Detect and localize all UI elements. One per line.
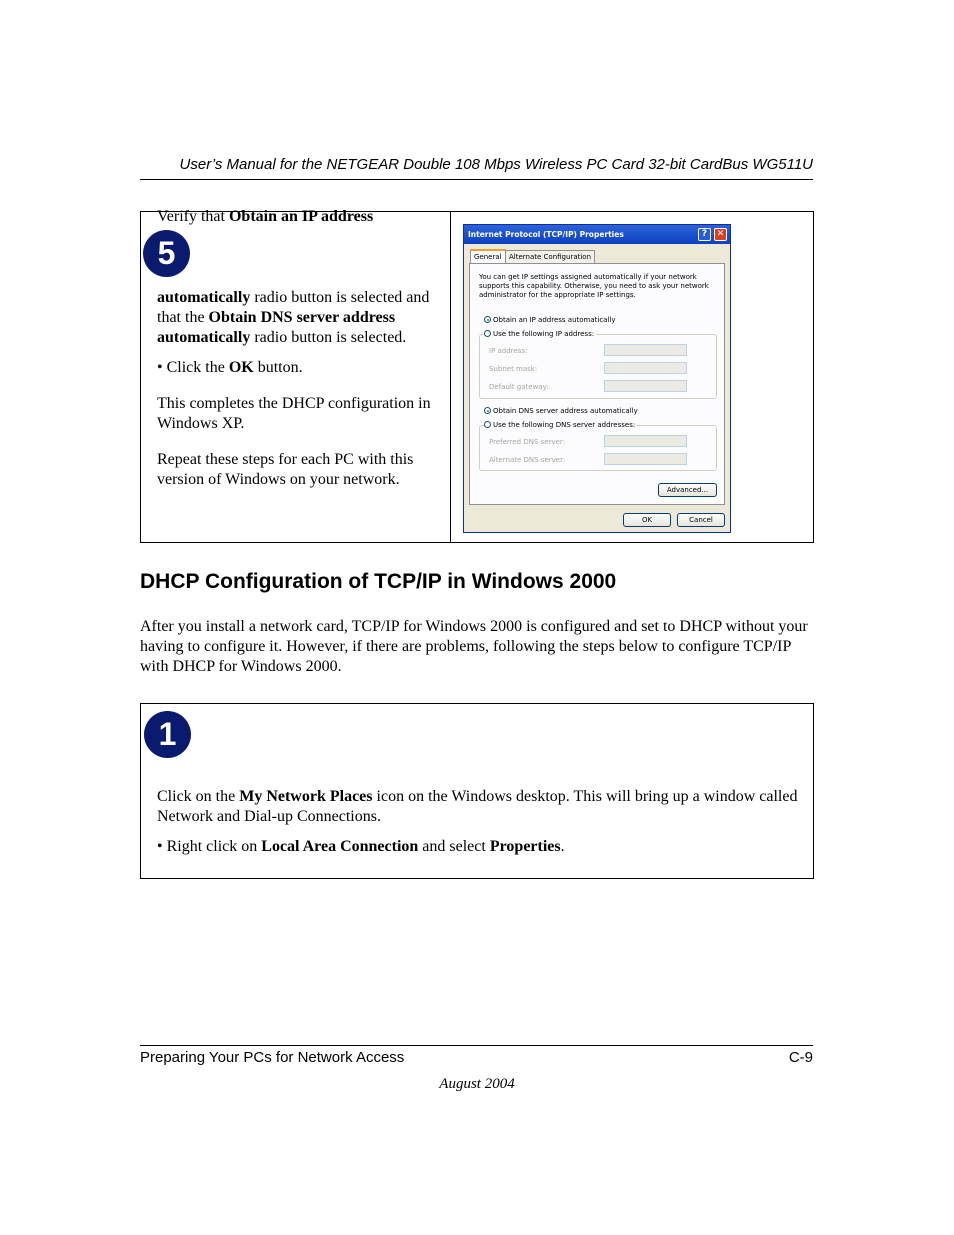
subnet-mask-label: Subnet mask: — [489, 365, 538, 373]
step-1-box — [140, 703, 814, 879]
tab-alternate-configuration[interactable]: Alternate Configuration — [505, 250, 595, 263]
obtain-dns-radio[interactable]: Obtain DNS server address automatically — [484, 407, 638, 416]
preferred-dns-label: Preferred DNS server: — [489, 438, 566, 446]
step-5-verify-line: Verify that Obtain an IP address — [157, 208, 374, 225]
step-5-completion-text: This completes the DHCP configuration in Windows XP. — [157, 395, 431, 432]
cancel-button[interactable]: Cancel — [677, 513, 725, 527]
alternate-dns-field[interactable] — [604, 453, 687, 465]
tcpip-properties-dialog — [463, 224, 731, 533]
step-5-instruction: automatically radio button is selected and that the Obtain DNS server address automatically radio button is selected. — [157, 289, 430, 346]
advanced-button[interactable]: Advanced... — [658, 483, 717, 497]
publication-date: August 2004 — [439, 1076, 515, 1092]
section-heading: DHCP Configuration of TCP/IP in Windows 2000 — [140, 570, 617, 593]
radio-unselected-icon — [484, 330, 491, 337]
ip-address-field[interactable] — [604, 344, 687, 356]
default-gateway-field[interactable] — [604, 380, 687, 392]
page-number: C-9 — [788, 1049, 813, 1066]
default-gateway-label: Default gateway: — [489, 383, 549, 391]
help-icon[interactable]: ? — [698, 228, 711, 241]
running-header: User’s Manual for the NETGEAR Double 108 Mbps Wireless PC Card 32-bit CardBus WG511U — [140, 156, 813, 180]
tab-general[interactable]: General — [470, 249, 506, 264]
ip-address-label: IP address: — [489, 347, 528, 355]
step-number-badge: 1 — [144, 711, 191, 758]
dialog-title: Internet Protocol (TCP/IP) Properties — [468, 230, 624, 239]
ok-button[interactable]: OK — [623, 513, 671, 527]
step-1-instruction: Click on the My Network Places icon on the Windows desktop. This will bring up a window called Network and Dial-up Connections. — [157, 788, 798, 825]
dialog-intro-text: You can get IP settings assigned automatically if your network supports this capability. Otherwise, you need to ask your network administrator for the appropriate IP settings. — [479, 273, 709, 299]
radio-selected-icon — [484, 407, 491, 414]
page-footer — [140, 1045, 813, 1066]
step-5-box — [140, 208, 814, 543]
dialog-titlebar — [464, 225, 730, 244]
footer-chapter-title: Preparing Your PCs for Network Access — [140, 1049, 405, 1066]
static-ip-group — [479, 334, 717, 399]
obtain-ip-radio[interactable]: Obtain an IP address automatically — [484, 316, 616, 325]
close-icon[interactable]: ✕ — [714, 228, 727, 241]
subnet-mask-field[interactable] — [604, 362, 687, 374]
use-dns-radio[interactable]: Use the following DNS server addresses: — [484, 421, 637, 430]
radio-unselected-icon — [484, 421, 491, 428]
column-divider — [450, 212, 451, 542]
static-dns-group — [479, 425, 717, 471]
use-ip-radio[interactable]: Use the following IP address: — [484, 330, 596, 339]
radio-selected-icon — [484, 316, 491, 323]
alternate-dns-label: Alternate DNS server: — [489, 456, 566, 464]
step-number-badge: 5 — [143, 230, 190, 277]
preferred-dns-field[interactable] — [604, 435, 687, 447]
section-intro: After you install a network card, TCP/IP for Windows 2000 is configured and set to DHCP without your having to configure it. However, if there are problems, following the steps below to configure TCP/IP with DHCP for Windows 2000. — [140, 618, 808, 675]
step-5-repeat-text: Repeat these steps for each PC with this version of Windows on your network. — [157, 451, 414, 488]
general-tab-panel — [469, 263, 725, 505]
step-5-bullet: • Click the OK button. — [157, 359, 303, 376]
step-1-bullet: • Right click on Local Area Connection and select Properties. — [157, 838, 565, 855]
